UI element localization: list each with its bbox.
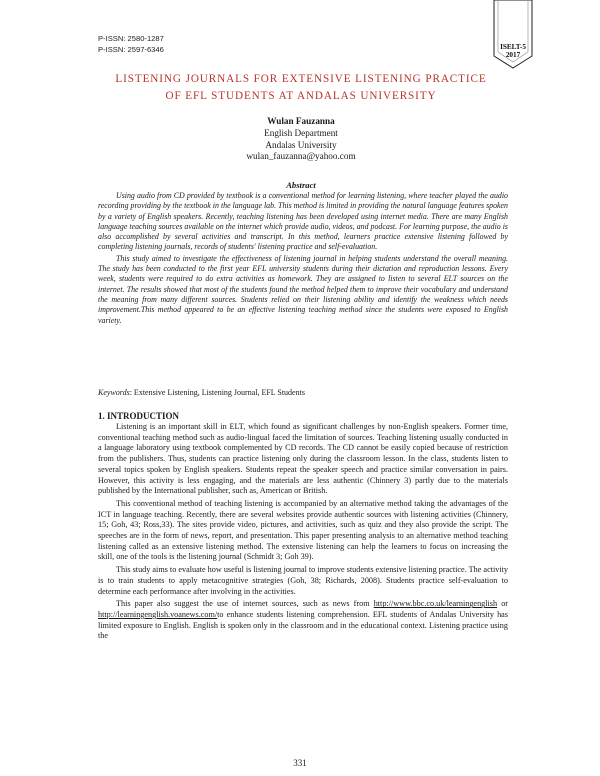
issn-online: P-ISSN: 2597-6346 (98, 45, 164, 54)
issn-print: P-ISSN: 2580-1287 (98, 34, 164, 43)
abstract-paragraph-1: Using audio from CD provided by textbook is a conventional method for learning listening, where teacher played the audio recording providing by the textbook in the language lab. This method is limited in providing the natural language features spoken by a variety of English speakers. Recently, teaching listening has been developed using internet media. There are many English language teaching sources available on the internet which provide audio, videos, and podcast. For learning purpose, the audio is also accomplished by several activities and transcript. In this method, learners practice extensive listening followed by completing listening journals, records of students' listening practice and self-evaluation. (98, 191, 508, 252)
author-department: English Department (264, 127, 338, 138)
section-heading-introduction: 1. INTRODUCTION (98, 411, 180, 421)
body-paragraph-4 (98, 599, 508, 642)
author-email: wulan_fauzanna@yahoo.com (246, 151, 356, 162)
badge-line1: ISELT-5 (500, 43, 526, 51)
bbc-learningenglish-link[interactable]: http://www.bbc.co.uk/learningenglish (373, 599, 498, 609)
body-text (98, 422, 508, 642)
author-block (95, 116, 507, 163)
issn-block (98, 33, 164, 55)
abstract-paragraph-2: This study aimed to investigate the effectiveness of listening journal in helping students understand the overall meaning. The study has been conducted to the first year EFL university students during their dictation and reproduction lessons. Every week, students were required to do extra activities as homework. They are assigned to listen to several ELT sources on the internet. The results showed that most of the students found the method helped them to improve their vocabulary and understand the meaning from many different sources. Students relied on their listening ability and identify the weakness which needs improvement.This method appeared to be an effective listening teaching method since the students were exposed to English variety. (98, 253, 508, 325)
title-line1: LISTENING JOURNALS FOR EXTENSIVE LISTENING PRACTICE (115, 73, 487, 85)
voanews-learningenglish-link[interactable]: http://learningenglish.voanews.com/ (98, 609, 218, 619)
conference-badge (492, 0, 534, 70)
page-number: 331 (293, 758, 307, 768)
badge-line2: 2017 (505, 51, 521, 59)
body-paragraph-4-tail: to enhance students listening comprehension. EFL students of Andalas University has limited exposure to English. English is spoken only in the classroom and in the educational context. Listening practice using the (98, 609, 508, 641)
abstract-heading: Abstract (286, 180, 316, 190)
abstract (98, 191, 508, 326)
keywords-text: : Extensive Listening, Listening Journal, EFL Students (129, 388, 305, 397)
author-university: Andalas University (265, 139, 337, 150)
body-paragraph-4-lead: This paper also suggest the use of internet sources, such as news from (116, 599, 370, 609)
paper-title (95, 71, 507, 105)
link-separator: or (497, 599, 509, 609)
body-paragraph-2: This conventional method of teaching listening is accompanied by an alternative method taking the advantages of the ICT in language teaching. Recently, there are several websites provide authentic sources with listening activities (Chinnery, 15; Goh, 43; Ross,33). The sites provide video, pictures, and activities, such as quiz and they also provide the script. The speeches are in the form of news, report, and presentation. This paper presenting analysis to an alternative method teaching listening called as an extensive listening method. The extensive listening can help the learners to focus on increasing the skill, one of the tools is the listening journal (Schmidt 3; Goh 39). (98, 498, 508, 562)
keywords (98, 388, 508, 398)
author-name: Wulan Fauzanna (267, 116, 335, 126)
body-paragraph-1: Listening is an important skill in ELT, which found as significant challenges by non-English speakers. Former time, conventional teaching method such as audio-lingual faced the limitation of sources. Teaching listening usually conducted in a language laboratory using textbook complemented by CD records. The CD cannot be easily copied because of restriction from the publishers. Thus, students can practice listening only during the classroom lesson. In the class, students listen to several topics spoken by English speakers. Students repeat the speaker speech and practice similar conversation in pairs. However, this activity is less engaging, and the materials are less authentic (Chinnery 3) partly due to the materials published by the International publisher, such as, American or British. (98, 422, 508, 496)
keywords-label: Keywords (98, 388, 130, 397)
title-line2: OF EFL STUDENTS AT ANDALAS UNIVERSITY (165, 90, 437, 102)
badge-ribbon-icon (492, 0, 534, 70)
body-paragraph-3: This study aims to evaluate how useful is listening journal to improve students extensive listening practice. The activity is to train students to apply metacognitive strategies (Goh, 38; Richards, 2008). Students practice self-evaluation to determine each performance after involving in the activities. (98, 565, 508, 596)
